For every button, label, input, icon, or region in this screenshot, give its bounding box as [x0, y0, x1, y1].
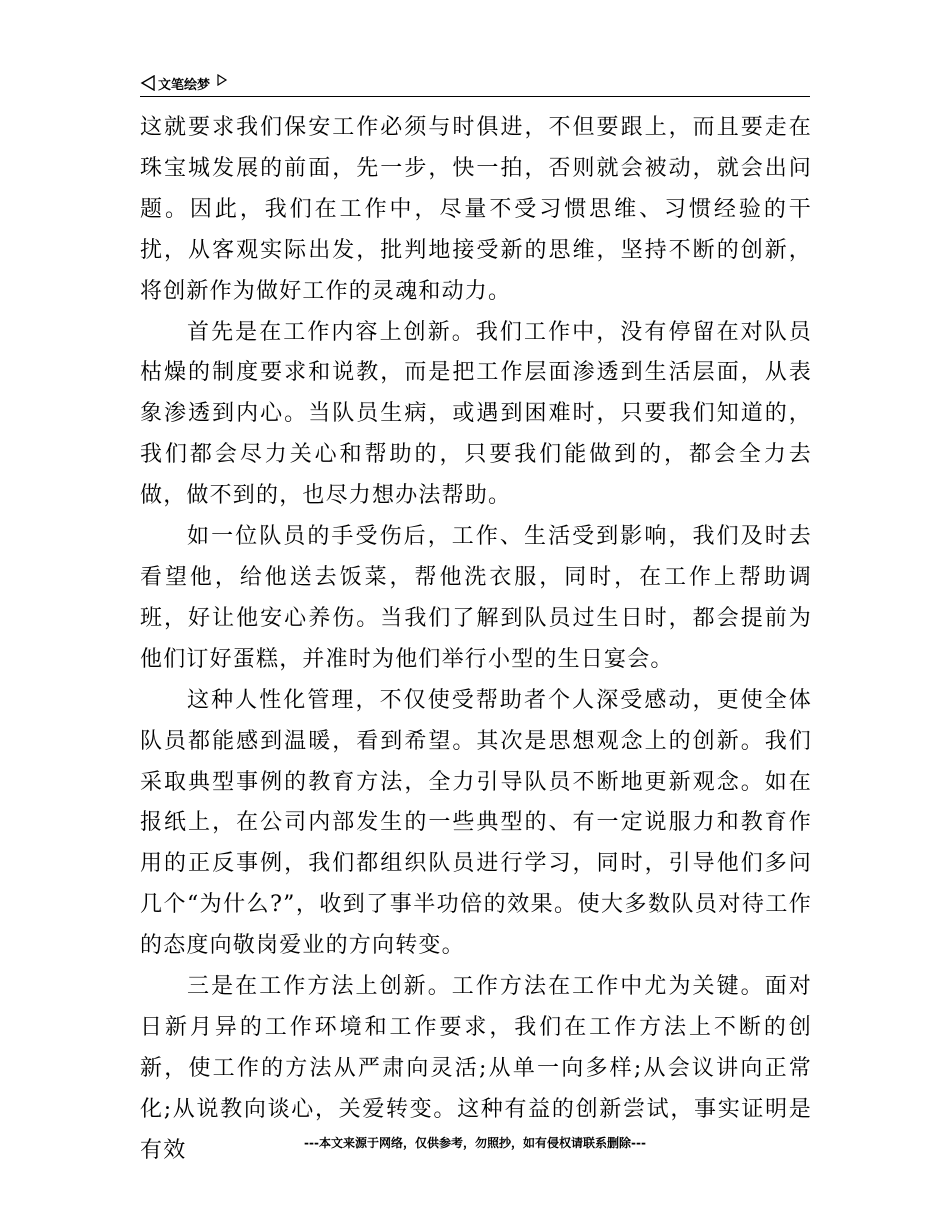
paragraph-4: 这种人性化管理，不仅使受帮助者个人深受感动，更使全体队员都能感到温暖，看到希望。其次是思想观念上的创新。我们采取典型事例的教育方法，全力引导队员不断地更新观念。如在报纸上，在公司内部发生的一些典型的、有一定说服力和教育作用的正反事例，我们都组织队员进行学习，同时，引导他们多问几个“为什么?”，收到了事半功倍的效果。使大多数队员对待工作的态度向敬岗爱业的方向转变。: [140, 687, 812, 959]
document-body: [140, 108, 812, 1172]
page-header: [140, 70, 810, 97]
paragraph-5: 三是在工作方法上创新。工作方法在工作中尤为关键。面对日新月异的工作环境和工作要求，我们在工作方法上不断的创新，使工作的方法从严肃向灵活;从单一向多样;从会议讲向正常化;从说教向谈心，关爱转变。这种有益的创新尝试，事实证明是有效: [140, 974, 812, 1163]
page-footer-disclaimer: ---本文来源于网络，仅供参考，勿照抄，如有侵权请联系删除---: [304, 1136, 646, 1150]
paragraph-1: 这就要求我们保安工作必须与时俱进，不但要跟上，而且要走在珠宝城发展的前面，先一步，快一拍，否则就会被动，就会出问题。因此，我们在工作中，尽量不受习惯思维、习惯经验的干扰，从客观实际出发，批判地接受新的思维，坚持不断的创新，将创新作为做好工作的灵魂和动力。: [140, 115, 812, 304]
header-title: 文笔绘梦: [158, 77, 211, 93]
left-triangle-icon: [140, 75, 156, 91]
right-triangle-icon: [216, 74, 228, 86]
paragraph-2: 首先是在工作内容上创新。我们工作中，没有停留在对队员枯燥的制度要求和说教，而是把工作层面渗透到生活层面，从表象渗透到内心。当队员生病，或遇到困难时，只要我们知道的，我们都会尽力关心和帮助的，只要我们能做到的，都会全力去做，做不到的，也尽力想办法帮助。: [140, 319, 812, 509]
paragraph-3: 如一位队员的手受伤后，工作、生活受到影响，我们及时去看望他，给他送去饭菜，帮他洗衣服，同时，在工作上帮助调班，好让他安心养伤。当我们了解到队员过生日时，都会提前为他们订好蛋糕，并准时为他们举行小型的生日宴会。: [140, 524, 812, 672]
